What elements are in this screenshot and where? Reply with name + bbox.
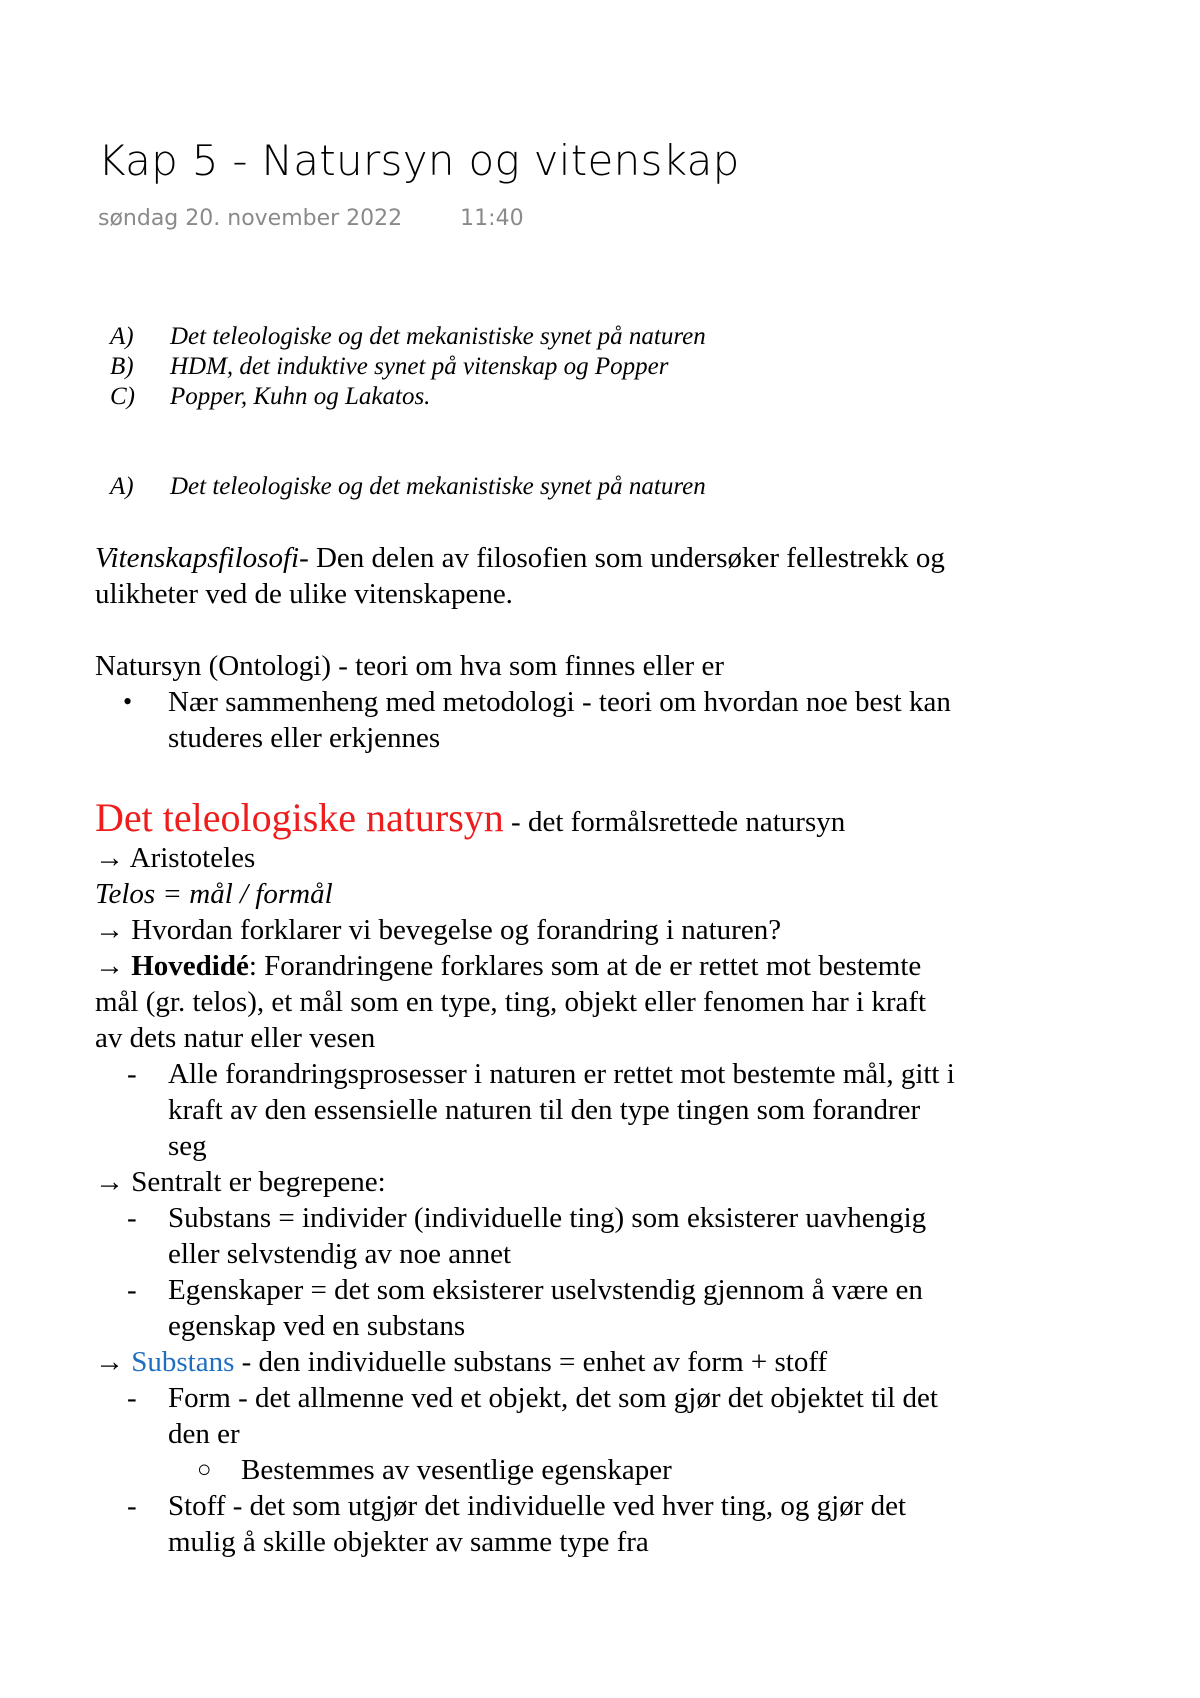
teleological-heading-line	[95, 795, 955, 840]
bullet-marker: •	[123, 687, 133, 716]
dash-item	[95, 1488, 955, 1560]
outline-list	[110, 322, 706, 412]
outline-item-text: Det teleologiske og det mekanistiske synet på naturen	[170, 323, 706, 350]
outline-item	[110, 352, 706, 382]
outline-item	[110, 382, 706, 412]
note-body	[95, 540, 955, 1585]
natursyn-bullet-text: Nær sammenheng med metodologi - teori om hvordan noe best kan studeres eller erkjennes	[168, 686, 951, 754]
hovedide-term: Hovedidé	[131, 950, 249, 982]
substans-line	[95, 1344, 955, 1380]
dash-marker: -	[127, 1382, 137, 1414]
page-time: 11:40	[460, 206, 524, 231]
section-a-heading	[110, 472, 706, 502]
section-a-label: A)	[110, 473, 134, 500]
definition-paragraph	[95, 540, 955, 612]
stoff-text: Stoff - det som utgjør det individuelle ved hver ting, og gjør det mulig å skille objekter av samme type fra	[168, 1490, 907, 1558]
substans-definition: Substans = individer (individuelle ting) som eksisterer uavhengig eller selvstendig av noe annet	[168, 1202, 927, 1270]
dash-marker: -	[127, 1274, 137, 1306]
teleological-heading-rest: - det formålsrettede natursyn	[503, 806, 846, 838]
hvordan-line: → Hvordan forklarer vi bevegelse og forandring i naturen?	[95, 914, 782, 946]
arrow: →	[95, 950, 132, 982]
spacer	[95, 612, 955, 648]
dash-item	[95, 1380, 955, 1452]
egenskaper-definition: Egenskaper = det som eksisterer uselvstendig gjennom å være en egenskap ved en substans	[168, 1274, 923, 1342]
aristoteles-line: → Aristoteles	[95, 842, 256, 874]
section-a-row	[110, 472, 706, 502]
hovedide-paragraph	[95, 948, 955, 1056]
dash-marker: -	[127, 1058, 137, 1090]
outline-item-text: Popper, Kuhn og Lakatos.	[170, 383, 431, 410]
outline-item-label: A)	[110, 323, 134, 350]
dash-marker: -	[127, 1202, 137, 1234]
form-text: Form - det allmenne ved et objekt, det som gjør det objektet til det den er	[168, 1382, 938, 1450]
alle-text: Alle forandringsprosesser i naturen er rettet mot bestemte mål, gitt i kraft av den essensielle naturen til den type tingen som forandrer seg	[168, 1058, 955, 1162]
section-a-text: Det teleologiske og det mekanistiske synet på naturen	[170, 473, 706, 500]
outline-item-label: B)	[110, 353, 134, 380]
telos-line: Telos = mål / formål	[95, 878, 333, 910]
dash-item	[95, 1056, 955, 1164]
natursyn-bullet-item	[95, 684, 955, 756]
bestemmes-text: Bestemmes av vesentlige egenskaper	[241, 1454, 672, 1486]
teleological-heading: Det teleologiske natursyn	[95, 795, 504, 840]
dash-item	[95, 1200, 955, 1272]
outline-item-label: C)	[110, 383, 135, 410]
outline-item-text: HDM, det induktive synet på vitenskap og Popper	[170, 353, 669, 380]
sentralt-line: → Sentralt er begrepene:	[95, 1166, 386, 1198]
circle-bullet-marker: ○	[197, 1457, 212, 1483]
substans-term: Substans	[131, 1346, 235, 1378]
dash-item	[95, 1272, 955, 1344]
page-title: Kap 5 - Natursyn og vitenskap	[98, 136, 740, 185]
page-date: søndag 20. november 2022	[98, 206, 403, 231]
outline-item	[110, 322, 706, 352]
definition-term: Vitenskapsfilosofi	[95, 542, 300, 574]
page-meta	[98, 206, 524, 231]
definition-text: - Den delen av filosofien som undersøker fellestrekk og ulikheter ved de ulike vitenskapene.	[95, 542, 945, 610]
spacer	[95, 756, 955, 800]
sub-bullet-item	[95, 1452, 955, 1488]
natursyn-line: Natursyn (Ontologi) - teori om hva som finnes eller er	[95, 650, 724, 682]
dash-marker: -	[127, 1490, 137, 1522]
hovedide-text: : Forandringene forklares som at de er rettet mot bestemte mål (gr. telos), et mål som en type, ting, objekt eller fenomen har i kraft av dets natur eller vesen	[95, 950, 927, 1054]
substans-rest: - den individuelle substans = enhet av form + stoff	[234, 1346, 828, 1378]
arrow: →	[95, 1346, 132, 1378]
